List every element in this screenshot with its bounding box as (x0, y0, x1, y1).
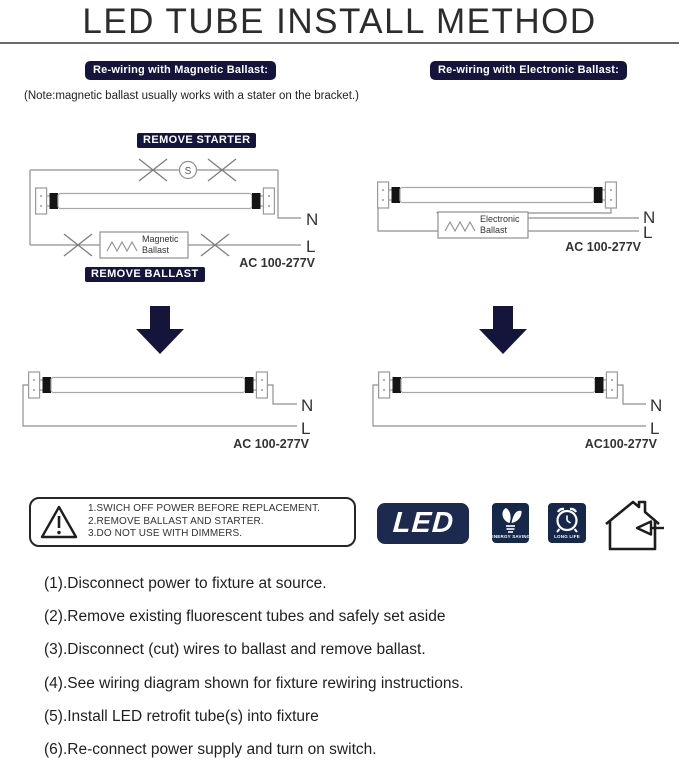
page-title: LED TUBE INSTALL METHOD (82, 2, 597, 41)
step-5: (5).Install LED retrofit tube(s) into fixture (44, 707, 319, 725)
magnetic-ballast-header: Re-wiring with Magnetic Ballast: (85, 61, 276, 80)
led-tube (379, 372, 618, 398)
energy-saving-label: ENERGY SAVING (490, 534, 531, 539)
led-tube (29, 372, 268, 398)
warning-line-2: 2.REMOVE BALLAST AND STARTER. (88, 515, 264, 527)
long-life-label: LONG LIFE (554, 534, 580, 539)
warning-triangle-icon (39, 503, 79, 541)
step-4: (4).See wiring diagram shown for fixture rewiring instructions. (44, 674, 464, 692)
line-label: L (643, 223, 653, 242)
voltage-label: AC100-277V (584, 437, 657, 451)
line-label: L (306, 237, 316, 256)
step-6: (6).Re-connect power supply and turn on switch. (44, 740, 377, 758)
electronic-ballast-header: Re-wiring with Electronic Ballast: (430, 61, 627, 80)
electronic-wiring-diagram (345, 130, 675, 296)
step-2: (2).Remove existing fluorescent tubes and safely set aside (44, 608, 446, 626)
starter-symbol-label: S (184, 165, 192, 177)
magnetic-result-diagram (10, 298, 340, 460)
ballast-label-line2: Ballast (142, 245, 170, 255)
down-arrow-icon (136, 306, 184, 354)
led-logo-text: LED (391, 507, 455, 539)
neutral-label: N (301, 396, 314, 415)
title-divider (0, 42, 679, 44)
alarm-clock-icon (550, 505, 584, 534)
voltage-label: AC 100-277V (565, 240, 641, 254)
install-steps (44, 567, 464, 760)
indoor-use-house-icon (601, 494, 665, 554)
fluorescent-tube (378, 182, 617, 208)
line-label: L (650, 419, 660, 438)
ballast-label-line1: Magnetic (142, 234, 179, 244)
remove-ballast-badge: REMOVE BALLAST (85, 267, 205, 282)
long-life-badge (548, 503, 586, 543)
electronic-result-diagram (345, 298, 675, 460)
ballast-label-line1: Electronic (480, 214, 520, 224)
neutral-label: N (643, 208, 656, 227)
energy-saving-leaf-bulb-icon (494, 505, 527, 534)
warning-line-3: 3.DO NOT USE WITH DIMMERS. (88, 528, 243, 540)
warning-line-1: 1.SWICH OFF POWER BEFORE REPLACEMENT. (88, 503, 321, 515)
voltage-label: AC 100-277V (239, 256, 315, 270)
voltage-label: AC 100-277V (233, 437, 309, 451)
warning-box (29, 497, 356, 547)
step-1: (1).Disconnect power to fixture at source. (44, 575, 327, 592)
fluorescent-tube (36, 188, 275, 214)
ballast-label-line2: Ballast (480, 225, 508, 235)
down-arrow-icon (479, 306, 527, 354)
line-label: L (301, 419, 311, 438)
remove-starter-badge: REMOVE STARTER (137, 133, 256, 148)
neutral-label: N (650, 396, 663, 415)
step-3: (3).Disconnect (cut) wires to ballast and remove ballast. (44, 641, 426, 659)
neutral-label: N (306, 210, 319, 229)
energy-saving-badge (492, 503, 529, 543)
magnetic-note: (Note:magnetic ballast usually works with a stater on the bracket.) (24, 90, 359, 102)
led-logo (377, 503, 469, 544)
